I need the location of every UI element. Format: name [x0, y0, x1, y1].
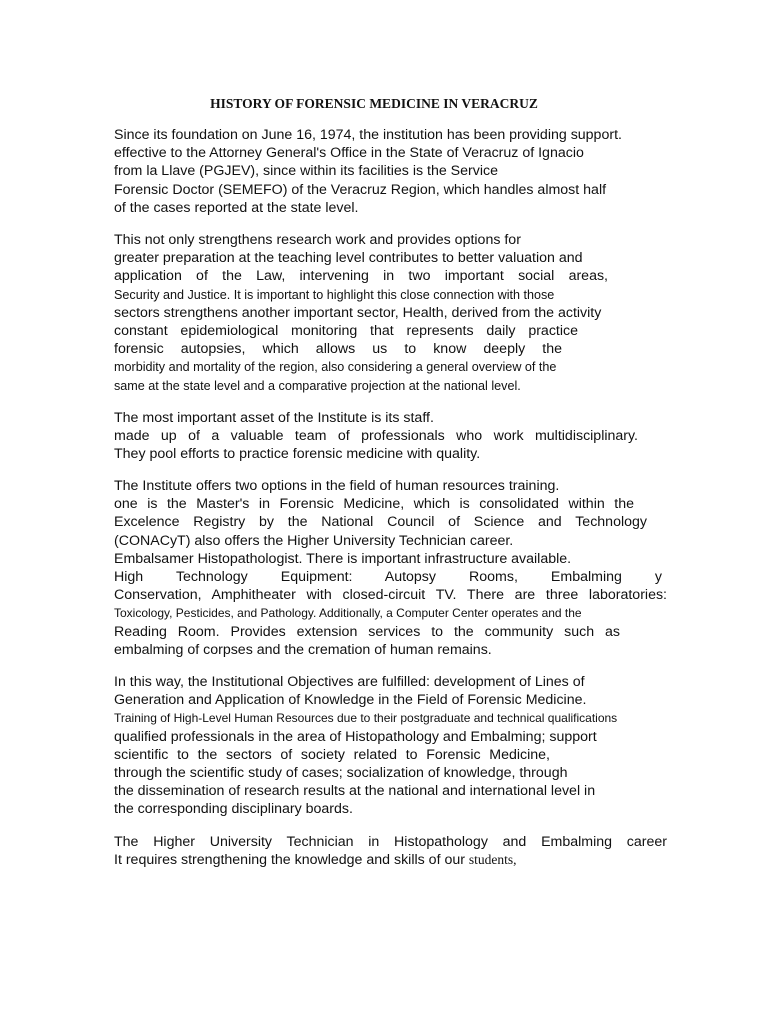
document-title: HISTORY OF FORENSIC MEDICINE IN VERACRUZ	[210, 96, 538, 111]
paragraph-line-tail: students,	[468, 852, 517, 868]
paragraph-line: application of the Law, intervening in two important social areas,	[114, 268, 608, 285]
paragraph-1	[114, 126, 668, 217]
paragraph-line: (CONACyT) also offers the Higher University Technician career.	[114, 532, 514, 549]
paragraph-line: morbidity and mortality of the region, also considering a general overview of the	[114, 360, 557, 375]
paragraph-line: the dissemination of research results at the national and international level in	[114, 783, 596, 800]
paragraph-line	[114, 851, 668, 869]
paragraph-line: the corresponding disciplinary boards.	[114, 801, 353, 818]
paragraph-line-text: It requires strengthening the knowledge and skills of our	[114, 852, 469, 869]
paragraph-line: greater preparation at the teaching level contributes to better valuation and	[114, 250, 583, 267]
paragraph-line: Training of High-Level Human Resources due to their postgraduate and technical qualifications	[114, 711, 618, 726]
paragraph-line: scientific to the sectors of society related to Forensic Medicine,	[114, 746, 550, 763]
paragraph-line: Security and Justice. It is important to highlight this close connection with those	[114, 287, 555, 302]
paragraph-line: forensic autopsies, which allows us to know deeply the	[114, 341, 562, 358]
paragraph-line: This not only strengthens research work and provides options for	[114, 232, 521, 248]
paragraph-4	[114, 477, 668, 659]
paragraph-line: Toxicology, Pesticides, and Pathology. Additionally, a Computer Center operates and the	[114, 606, 582, 621]
paragraph-line: High Technology Equipment: Autopsy Rooms, Embalming y	[114, 568, 662, 585]
paragraph-line: Generation and Application of Knowledge in the Field of Forensic Medicine.	[114, 692, 587, 709]
paragraph-line: through the scientific study of cases; socialization of knowledge, through	[114, 764, 568, 781]
paragraph-line: They pool efforts to practice forensic medicine with quality.	[114, 446, 481, 463]
paragraph-line: Forensic Doctor (SEMEFO) of the Veracruz Region, which handles almost half	[114, 181, 607, 198]
paragraph-line: Conservation, Amphitheater with closed-circuit TV. There are three laboratories:	[114, 587, 667, 604]
paragraph-line: The Institute offers two options in the field of human resources training.	[114, 478, 560, 494]
paragraph-line: Since its foundation on June 16, 1974, the institution has been providing support.	[114, 127, 622, 143]
paragraph-line: of the cases reported at the state level.	[114, 199, 359, 216]
paragraph-line: qualified professionals in the area of Histopathology and Embalming; support	[114, 728, 597, 745]
paragraph-6	[114, 833, 668, 869]
paragraph-2	[114, 231, 668, 395]
paragraph-line: The Higher University Technician in Histopathology and Embalming career	[114, 834, 667, 850]
paragraph-line: In this way, the Institutional Objectives are fulfilled: development of Lines of	[114, 674, 585, 690]
paragraph-line: The most important asset of the Institute is its staff.	[114, 410, 434, 426]
paragraph-line: Excelence Registry by the National Council of Science and Technology	[114, 514, 647, 531]
paragraph-line: made up of a valuable team of professionals who work multidisciplinary.	[114, 428, 638, 445]
paragraph-line: from la Llave (PGJEV), since within its facilities is the Service	[114, 163, 498, 180]
paragraph-line: sectors strengthens another important sector, Health, derived from the activity	[114, 304, 602, 321]
paragraph-line: one is the Master's in Forensic Medicine, which is consolidated within the	[114, 496, 634, 513]
paragraph-line: Embalsamer Histopathologist. There is important infrastructure available.	[114, 550, 572, 567]
paragraph-3	[114, 409, 668, 464]
paragraph-5	[114, 673, 668, 819]
paragraph-line: Reading Room. Provides extension services to the community such as	[114, 623, 620, 640]
paragraph-line: effective to the Attorney General's Office in the State of Veracruz of Ignacio	[114, 145, 584, 162]
paragraph-line: embalming of corpses and the cremation of human remains.	[114, 641, 492, 658]
paragraph-line: constant epidemiological monitoring that represents daily practice	[114, 322, 578, 339]
paragraph-line: same at the state level and a comparative projection at the national level.	[114, 378, 521, 393]
